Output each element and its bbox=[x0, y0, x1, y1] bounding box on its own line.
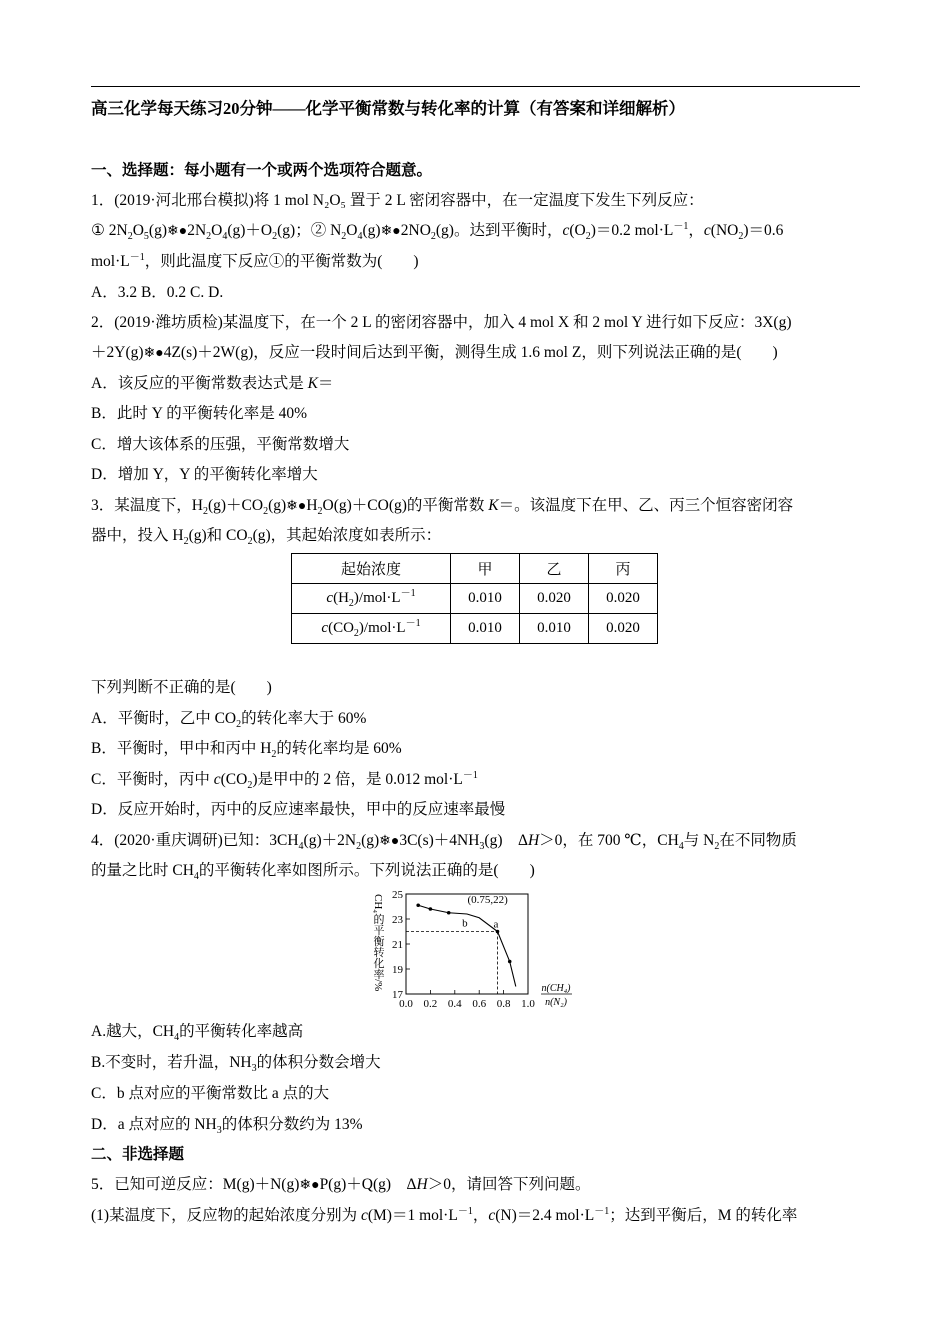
initial-concentration-table bbox=[291, 553, 658, 644]
chart-x-tick-label: 0.0 bbox=[399, 998, 413, 1010]
chart-y-tick-label: 25 bbox=[392, 889, 403, 901]
q5-line-2: (1)某温度下，反应物的起始浓度分别为 c(M)＝1 $mol\cdot L^{-1}$，c(N)＝2.4 $mol\cdot L^{-1}$；达到平衡后，M 的转化率 bbox=[91, 1205, 798, 1224]
q2-line-2: ＋2Y(g)❄●4Z(s)＋2W(g)，反应一段时间后达到平衡，测得生成 1.6 mol Z，则下列说法正确的是( ) bbox=[91, 344, 778, 361]
q1-line-3: $mol\cdot L^{-1}$，则此温度下反应①的平衡常数为( ) bbox=[91, 251, 419, 270]
q3-line-1: 3．某温度下，$H_2(g)+CO_2(g)❄●H_2O(g)+CO(g)$的平衡常数 K＝。该温度下在甲、乙、丙三个恒容密闭容 bbox=[91, 497, 794, 518]
table-row bbox=[292, 584, 658, 614]
q4-option-b: B.不变时，若升温，$NH_3$的体积分数会增大 bbox=[91, 1054, 381, 1075]
q2-line-1: 2．(2019·潍坊质检)某温度下，在一个 2 L 的密闭容器中，加入 4 mol X 和 2 mol Y 进行如下反应：3X(g) bbox=[91, 314, 792, 331]
table-header-cell: 乙 bbox=[520, 554, 589, 584]
top-rule bbox=[91, 86, 860, 87]
q5-line-1: 5．已知可逆反应：M(g)＋N(g)❄●P(g)＋Q(g) ΔH＞0，请回答下列问题。 bbox=[91, 1176, 591, 1193]
equilibrium-arrow-icon: ❄● bbox=[143, 346, 164, 361]
table-header-cell: 丙 bbox=[589, 554, 658, 584]
section-heading-2: 二、非选择题 bbox=[91, 1146, 185, 1163]
chart-x-tick-label: 0.6 bbox=[472, 998, 487, 1010]
table-header-cell: 甲 bbox=[451, 554, 520, 584]
q2-option-d: D．增加 Y，Y 的平衡转化率增大 bbox=[91, 466, 318, 483]
q4-option-d: D．a 点对应的 $NH_3$的体积分数约为 13% bbox=[91, 1116, 363, 1137]
table-cell: 0.020 bbox=[520, 584, 589, 614]
chart-x-label-denominator: n(N₂) bbox=[545, 997, 567, 1008]
chart-x-label-numerator: n(CH₄) bbox=[541, 983, 571, 994]
q1-options: A．3.2 B．0.2 C. D. bbox=[91, 284, 224, 301]
q1-line-2: ① $2N_2O_5(g)❄●2N_2O_4(g)+O_2(g)$；② $N_2O_4(g)❄●2NO_2(g)$。达到平衡时，$c(O_2)=0.2$ $mol\cdot L^{-1}$，$c(NO_2)=0.6$ bbox=[91, 220, 784, 243]
chart-y-axis-label: CH₄的平衡转化率/% bbox=[372, 894, 384, 992]
chart-x-tick-label: 0.2 bbox=[423, 998, 438, 1010]
equilibrium-arrow-icon: ❄● bbox=[286, 499, 307, 514]
q3-option-c: C．平衡时，丙中 $c(CO_2)$是甲中的 2 倍，是 0.012 $mol\cdot L^{-1}$ bbox=[91, 769, 478, 792]
table-cell: 0.010 bbox=[451, 614, 520, 644]
q2-option-b: B．此时 Y 的平衡转化率是 40% bbox=[91, 405, 307, 422]
equilibrium-arrow-icon: ❄● bbox=[299, 1178, 320, 1193]
chart-x-tick-label: 0.8 bbox=[496, 998, 511, 1010]
chart-plot-frame bbox=[406, 894, 528, 994]
q2-option-c: C．增大该体系的压强，平衡常数增大 bbox=[91, 436, 350, 453]
q3-ask: 下列判断不正确的是( ) bbox=[91, 679, 272, 696]
q4-option-c: C．b 点对应的平衡常数比 a 点的大 bbox=[91, 1085, 330, 1102]
table-row-label: $c(H_2)/mol\cdot L^{-1}$ bbox=[292, 584, 451, 614]
q4-line-1: 4．(2020·重庆调研)已知：$3CH_4(g)+2N_2(g)❄●3C(s)+4NH_3(g)$ ΔH＞0，在 700 ℃，$CH_4$与 $N_2$在不同物质 bbox=[91, 832, 797, 853]
q3-option-d: D．反应开始时，丙中的反应速率最快，甲中的反应速率最慢 bbox=[91, 801, 506, 818]
chart-annotation: (0.75,22) bbox=[467, 893, 508, 906]
q2-option-a: A．该反应的平衡常数表达式是 K＝ bbox=[91, 375, 334, 392]
conversion-rate-chart bbox=[368, 888, 588, 1014]
table-cell: 0.020 bbox=[589, 584, 658, 614]
chart-point-label-a: a bbox=[493, 918, 499, 931]
chart-data-point bbox=[429, 907, 433, 911]
q1-line-1: 1．(2019·河北邢台模拟)将 1 mol N₂O₅ 置于 2 L 密闭容器中，在一定温度下发生下列反应： bbox=[91, 192, 704, 209]
table-cell: 0.010 bbox=[520, 614, 589, 644]
chart-x-tick-label: 0.4 bbox=[447, 998, 462, 1010]
chart-x-tick-label: 1.0 bbox=[521, 998, 535, 1010]
chart-data-point bbox=[416, 903, 420, 907]
section-heading-1: 一、选择题：每小题有一个或两个选项符合题意。 bbox=[91, 162, 433, 179]
chart-y-tick-label: 19 bbox=[392, 964, 403, 976]
q4-line-2: 的量之比时 $CH_4$的平衡转化率如图所示。下列说法正确的是( ) bbox=[91, 862, 535, 883]
q4-option-a: A.越大，$CH_4$的平衡转化率越高 bbox=[91, 1023, 304, 1044]
table-header-cell: 起始浓度 bbox=[292, 554, 451, 584]
table-cell: 0.020 bbox=[589, 614, 658, 644]
chart-data-point bbox=[508, 960, 512, 964]
chart-data-point bbox=[447, 911, 451, 915]
chart-y-tick-label: 21 bbox=[392, 939, 403, 951]
q3-option-b: B．平衡时，甲中和丙中 $H_2$的转化率均是 60% bbox=[91, 740, 402, 761]
equilibrium-arrow-icon: ❄● bbox=[379, 834, 400, 849]
chart-point-label-b: b bbox=[462, 917, 468, 930]
chart-y-tick-label: 17 bbox=[392, 989, 403, 1001]
table-cell: 0.010 bbox=[451, 584, 520, 614]
table-row-label: $c(CO_2)/mol\cdot L^{-1}$ bbox=[292, 614, 451, 644]
page-title: 高三化学每天练习20分钟——化学平衡常数与转化率的计算（有答案和详细解析） bbox=[91, 99, 685, 118]
chart-y-tick-label: 23 bbox=[392, 914, 403, 926]
table-row bbox=[292, 614, 658, 644]
equilibrium-arrow-icon: ❄● bbox=[167, 224, 188, 239]
equilibrium-arrow-icon: ❄● bbox=[380, 224, 401, 239]
table-header-row bbox=[292, 554, 658, 584]
q3-option-a: A．平衡时，乙中 $CO_2$的转化率大于 60% bbox=[91, 710, 367, 731]
q3-line-2: 器中，投入 $H_2(g)$和 $CO_2(g)$，其起始浓度如表所示： bbox=[91, 527, 442, 548]
